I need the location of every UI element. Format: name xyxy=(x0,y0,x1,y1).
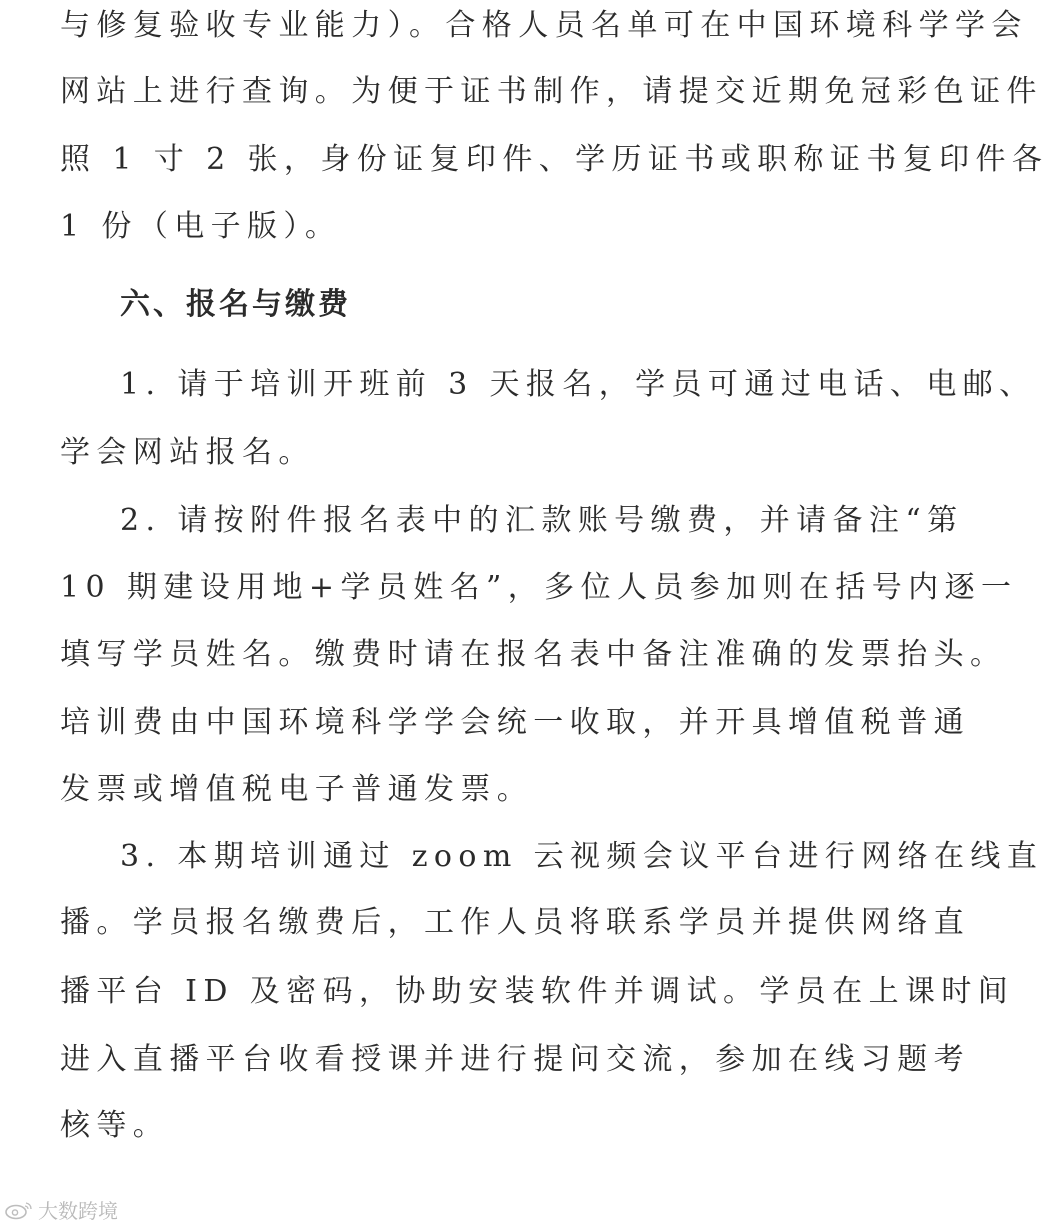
text-line: 填写学员姓名。缴费时请在报名表中备注准确的发票抬头。 xyxy=(60,637,1007,672)
text-line: 1. 请于培训开班前 3 天报名，学员可通过电话、电邮、 xyxy=(120,367,1036,402)
text-line: 照 1 寸 2 张，身份证复印件、学历证书或职称证书复印件各 xyxy=(60,142,1048,177)
text-line: 学会网站报名。 xyxy=(60,435,315,470)
text-line: 与修复验收专业能力）。合格人员名单可在中国环境科学学会 xyxy=(60,8,1028,43)
weibo-logo-icon xyxy=(4,1200,34,1220)
text-line: 进入直播平台收看授课并进行提问交流，参加在线习题考 xyxy=(60,1042,970,1077)
text-line: 1 份（电子版）。 xyxy=(60,209,342,244)
text-line: 播平台 ID 及密码，协助安装软件并调试。学员在上课时间 xyxy=(60,974,1015,1009)
text-line: 核等。 xyxy=(60,1108,170,1143)
text-line: 培训费由中国环境科学学会统一收取，并开具增值税普通 xyxy=(60,705,970,740)
watermark xyxy=(4,1195,118,1224)
text-line: 播。学员报名缴费后，工作人员将联系学员并提供网络直 xyxy=(60,905,970,940)
section-heading: 六、报名与缴费 xyxy=(120,287,351,322)
text-line: 10 期建设用地+学员姓名”，多位人员参加则在括号内逐一 xyxy=(60,570,1018,605)
text-line: 3. 本期培训通过 zoom 云视频会议平台进行网络在线直 xyxy=(120,839,1044,874)
watermark-text: 大数跨境 xyxy=(38,1199,118,1223)
text-line: 发票或增值税电子普通发票。 xyxy=(60,772,534,807)
text-line: 2. 请按附件报名表中的汇款账号缴费，并请备注“第 xyxy=(120,503,964,538)
text-line: 网站上进行查询。为便于证书制作，请提交近期免冠彩色证件 xyxy=(60,74,1043,109)
